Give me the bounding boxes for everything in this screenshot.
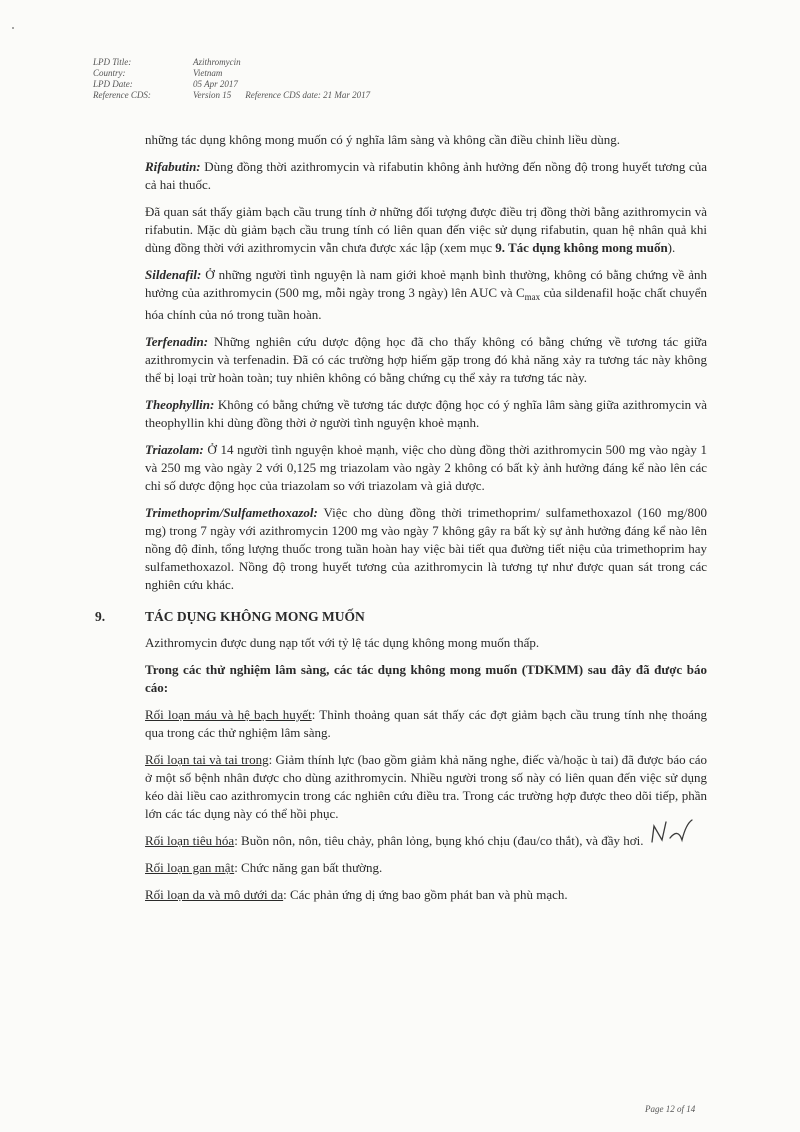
header-value: Version 15: [193, 90, 232, 100]
adverse-effect-text: : Giảm thính lực (bao gồm giảm khả năng nghe, điếc và/hoặc ù tai) đã được báo cáo ở một số bệnh nhân được cho dùng azithromycin. Nhiều người trong số này có liên quan đến việc sử dụng kéo dài liều cao azithromycin trong các nghiên cứu điều tra. Trong các trường hợp được theo dõi tiếp, phần lớn các tác dụng này có thể hồi phục.: [145, 752, 707, 821]
header-row: [93, 57, 370, 68]
adverse-effect-text: : Các phản ứng dị ứng bao gồm phát ban và phù mạch.: [283, 887, 568, 902]
drug-term: Terfenadin:: [145, 334, 209, 349]
adverse-effect-item: [145, 832, 707, 850]
paragraph-text: ).: [667, 240, 676, 255]
paragraph-terfenadin: [145, 333, 707, 387]
adverse-effect-item: [145, 706, 707, 742]
adverse-effect-item: [145, 859, 707, 877]
header-key: LPD Date:: [93, 79, 133, 89]
section-reference: 9. Tác dụng không mong muốn: [495, 240, 668, 255]
drug-term: Triazolam:: [145, 442, 204, 457]
drug-term: Rifabutin:: [145, 159, 201, 174]
header-value: Vietnam: [193, 68, 223, 78]
paragraph-sildenafil: [145, 266, 707, 324]
paragraph-text: Những nghiên cứu dược động học đã cho thấy không có bằng chứng về tương tác giữa azithromycin và terfenadin. Đã có các trường hợp hiếm gặp trong đó khả năng xảy ra tương tác này không thể bị loại trừ hoàn toàn; tuy nhiên không có bằng chứng cụ thể xảy ra tương tác này.: [145, 334, 707, 385]
adverse-effect-text: : Chức năng gan bất thường.: [234, 860, 383, 875]
adverse-effect-text: : Buồn nôn, nôn, tiêu chảy, phân lỏng, bụng khó chịu (đau/co thắt), và đầy hơi.: [234, 833, 644, 848]
paragraph-text: của sildenafil hoặc chất chuyển hóa chính của nó trong tuần hoàn.: [145, 285, 707, 322]
scan-speck: [12, 27, 14, 29]
header-row: [93, 90, 370, 101]
document-body: [95, 131, 708, 913]
paragraph: [145, 203, 707, 257]
adverse-effect-label: Rối loạn máu và hệ bạch huyết: [145, 707, 312, 722]
section-title: TÁC DỤNG KHÔNG MONG MUỐN: [145, 609, 365, 624]
drug-term: Sildenafil:: [145, 267, 202, 282]
paragraph-text: Trong các thử nghiệm lâm sàng, các tác dụng không mong muốn (TDKMM) sau đây đã được báo cáo:: [145, 662, 707, 695]
paragraph-trimethoprim: [145, 504, 707, 594]
header-key: Country:: [93, 68, 126, 78]
paragraph-text: Ở 14 người tình nguyện khoẻ mạnh, việc cho dùng đồng thời azithromycin 500 mg vào ngày 1 và 250 mg vào ngày 2 với 0,125 mg triazolam vào ngày 2 không có bất kỳ ảnh hưởng đáng kể nào lên các chỉ số dược động học của triazolam so với triazolam và giả dược.: [145, 442, 707, 493]
drug-term: Trimethoprim/Sulfamethoxazol:: [145, 505, 318, 520]
adverse-effect-label: Rối loạn tiêu hóa: [145, 833, 235, 848]
header-key: Reference CDS:: [93, 90, 151, 100]
adverse-effect-item: [145, 751, 707, 823]
handwritten-initials: [648, 818, 698, 846]
paragraph-text: Azithromycin được dung nạp tốt với tỷ lệ tác dụng không mong muốn thấp.: [145, 635, 540, 650]
paragraph-text: Không có bằng chứng về tương tác dược động học có ý nghĩa lâm sàng giữa azithromycin và theophyllin khi dùng đồng thời ở người tình nguyện khoẻ mạnh.: [145, 397, 707, 430]
paragraph-text: Việc cho dùng đồng thời trimethoprim/ sulfamethoxazol (160 mg/800 mg) trong 7 ngày với azithromycin 1200 mg vào ngày 7 không gây ra bất kỳ sự ảnh hưởng đáng kể nào lên nồng độ đỉnh, tổng lượng thuốc trong tuần hoàn hay việc bài tiết qua đường tiết niệu của trimethoprim hay sulfamethoxazol. Nồng độ trong huyết tương của azithromycin là tương tự như được quan sát trong các nghiên cứu khác.: [145, 505, 707, 592]
paragraph-text: những tác dụng không mong muốn có ý nghĩa lâm sàng và không cần điều chỉnh liều dùng.: [145, 132, 620, 147]
section-number: 9.: [95, 609, 106, 624]
paragraph-text: Ở những người tình nguyện là nam giới khoẻ mạnh bình thường, không có bằng chứng về ảnh hưởng của azithromycin (500 mg, mỗi ngày trong 3 ngày) lên AUC và C: [145, 267, 707, 300]
header-value: 05 Apr 2017: [193, 79, 238, 89]
subscript: max: [524, 292, 541, 302]
header-row: [93, 79, 370, 90]
adverse-effect-text: : Thỉnh thoảng quan sát thấy các đợt giảm bạch cầu trung tính nhẹ thoáng qua trong các thử nghiệm lâm sàng.: [145, 707, 708, 740]
paragraph-text: Đã quan sát thấy giảm bạch cầu trung tính ở những đối tượng được điều trị đồng thời bằng azithromycin và rifabutin. Mặc dù giảm bạch cầu trung tính có liên quan đến việc sử dụng rifabutin, quan hệ nhân quả khi dùng đồng thời với azithromycin vẫn chưa được xác lập (xem mục: [145, 204, 707, 255]
paragraph-text: Dùng đồng thời azithromycin và rifabutin không ảnh hưởng đến nồng độ trong huyết tương của cả hai thuốc.: [145, 159, 707, 192]
paragraph: [145, 131, 707, 149]
paragraph-bold: [145, 661, 707, 697]
paragraph-theophyllin: [145, 396, 707, 432]
drug-term: Theophyllin:: [145, 397, 215, 412]
paragraph-rifabutin: [145, 158, 707, 194]
paragraph: [145, 634, 707, 652]
header-key: LPD Title:: [93, 57, 132, 67]
adverse-effect-label: Rối loạn gan mật: [145, 860, 235, 875]
header-value: Azithromycin: [193, 57, 241, 67]
adverse-effect-label: Rối loạn da và mô dưới da: [145, 887, 284, 902]
paragraph-triazolam: [145, 441, 707, 495]
adverse-effect-label: Rối loạn tai và tai trong: [145, 752, 269, 767]
page-number: Page 12 of 14: [645, 1104, 696, 1114]
section-heading: [95, 608, 707, 626]
document-header: [93, 57, 370, 101]
adverse-effect-item: [145, 886, 707, 904]
header-value: Reference CDS date: 21 Mar 2017: [245, 90, 371, 100]
header-row: [93, 68, 370, 79]
